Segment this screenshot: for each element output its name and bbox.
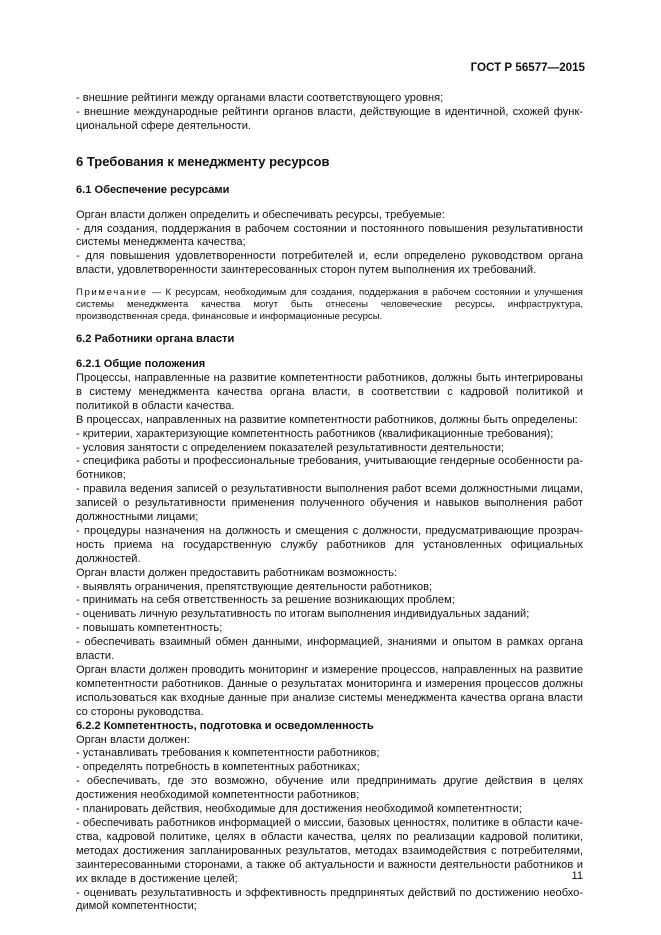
paragraph: - внешние международные рейтинги органов власти, действующие в идентичной, схожей функциональной сфере деятельности.	[76, 105, 583, 132]
paragraph: Процессы, направленные на развитие компетентности работников, должны быть интегрированы в систему менеджмента качества органа власти, в соответствии с кадровой политикой и политикой в области качества.	[76, 371, 583, 412]
paragraph: - обеспечивать работников информацией о миссии, базовых ценностях, политике в области качества, кадровой политике, целях в области качества, целях по реализации кадровой политики, методах достижения запланированных результатов, методах взаимодействия с потребителями, заинтересованными сторонами, а также об актуальности и важности деятельности работников и их вкладе в достижение целей;	[76, 816, 583, 885]
paragraph: Орган власти должен предоставить работникам возможность:	[76, 566, 398, 579]
section-6-2-title: 6.2 Работники органа власти	[76, 333, 235, 346]
paragraph: - для создания, поддержания в рабочем состоянии и постоянного повышения результативности системы менеджмента качества;	[76, 222, 583, 249]
section-6-title: 6 Требования к менеджменту ресурсов	[76, 153, 330, 169]
document-code: ГОСТ Р 56577—2015	[470, 61, 585, 74]
paragraph: - повышать компетентность;	[76, 622, 223, 635]
note	[76, 287, 583, 323]
paragraph: - оценивать личную результативность по итогам выполнения индивидуальных заданий;	[76, 608, 530, 621]
paragraph: - процедуры назначения на должность и смещения с должности, предусматривающие прозрачность приема на государственную службу работников для установленных официальных должностей.	[76, 524, 583, 565]
paragraph: - для повышения удовлетворенности потребителей и, если определено руководством органа власти, удовлетворенности заинтересованных сторон путем выполнения их требований.	[76, 250, 583, 277]
paragraph: Орган власти должен определить и обеспечивать ресурсы, требуемые:	[76, 208, 445, 221]
section-6-1-title: 6.1 Обеспечение ресурсами	[76, 183, 230, 196]
page-content	[76, 92, 583, 914]
paragraph: В процессах, направленных на развитие компетентности работников, должны быть определены:	[76, 413, 578, 426]
paragraph: - принимать на себя ответственность за решение возникающих проблем;	[76, 594, 455, 607]
paragraph: - критерии, характеризующие компетентность работников (квалификационные требования);	[76, 427, 554, 440]
section-6-2-1-title: 6.2.1 Общие положения	[76, 358, 206, 371]
paragraph: Орган власти должен проводить мониторинг и измерение процессов, направленных на развитие компетентности работников. Данные о результатах мониторинга и измерения процессов должны использоваться как входные данные при анализе системы менеджмента качества органа власти со стороны руководства.	[76, 664, 583, 718]
paragraph: - условия занятости с определением показателей результативности деятельности;	[76, 441, 505, 454]
paragraph: - специфика работы и профессиональные требования, учитывающие гендерные особенности работников;	[76, 455, 583, 482]
paragraph: - планировать действия, необходимые для достижения необходимой компетентности;	[76, 803, 522, 816]
paragraph: - обеспечивать взаимный обмен данными, информацией, знаниями и опытом в рамках органа власти.	[76, 636, 583, 663]
paragraph: - выявлять ограничения, препятствующие деятельности работников;	[76, 580, 433, 593]
paragraph: Орган власти должен:	[76, 733, 190, 746]
note-text: — К ресурсам, необходимым для создания, поддержания в рабочем состоянии и улучшения системы менеджмента качества могут быть отнесены человеческие ресурсы, инфраструктура, производственная среда, финансовые и информационные ресурсы.	[76, 287, 583, 323]
paragraph: - внешние рейтинги между органами власти соответствующего уровня;	[76, 92, 444, 104]
paragraph: - определять потребность в компетентных работниках;	[76, 761, 360, 774]
paragraph: - оценивать результативность и эффективность предпринятых действий по достижению необходимой компетентности;	[76, 886, 583, 913]
page-number: 11	[571, 870, 583, 882]
paragraph: - правила ведения записей о результативности выполнения работ всеми должностными лицами, записей о результативности применения полученного обучения и навыков выполнения работ должностными лицами;	[76, 483, 583, 524]
paragraph: - устанавливать требования к компетентности работников;	[76, 747, 380, 760]
note-label: Примечание	[76, 287, 148, 299]
paragraph: - обеспечивать, где это возможно, обучение или предпринимать другие действия в целях достижения необходимой компетентности работников;	[76, 775, 583, 802]
section-6-2-2-title: 6.2.2 Компетентность, подготовка и осведомленность	[76, 719, 374, 732]
